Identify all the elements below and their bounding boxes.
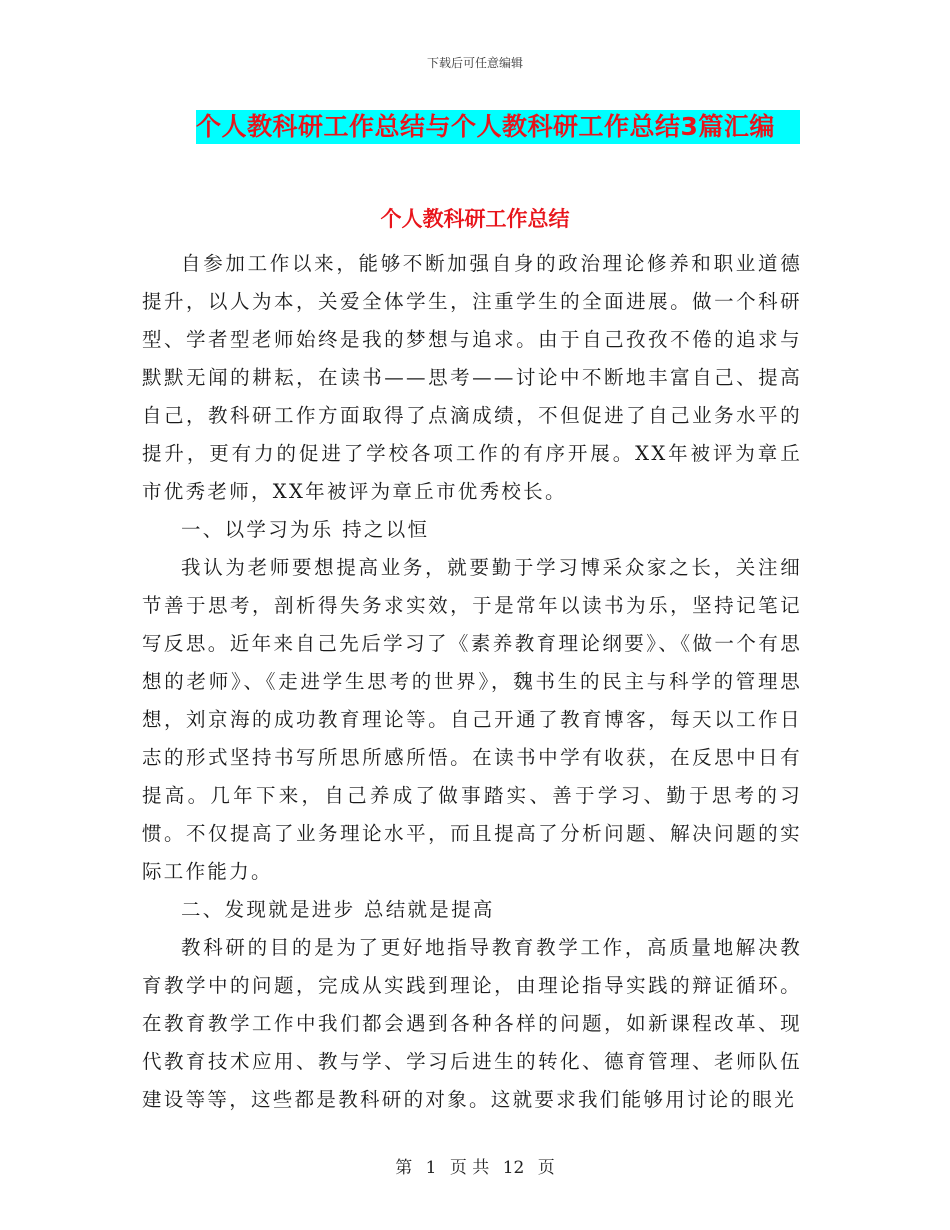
heading-study: 一、以学习为乐 持之以恒 — [181, 518, 430, 541]
section-title: 个人教科研工作总结 — [380, 207, 570, 231]
body-text — [142, 245, 802, 1119]
footer-page-number: 1 — [425, 1158, 437, 1178]
paragraph-discovery: 教科研的目的是为了更好地指导教育教学工作，高质量地解决教育教学中的问题，完成从实践到理论，由理论指导实践的辩证循环。在教育教学工作中我们都会遇到各种各样的问题，如新课程改革、现代教育技术应用、教与学、学习后进生的转化、德育管理、老师队伍建设等等，这些都是教科研的对象。这就要求我们能够用讨论的眼光 — [142, 936, 802, 1111]
footer-total-pages: 12 — [502, 1158, 525, 1178]
paragraph-intro: 自参加工作以来，能够不断加强自身的政治理论修养和职业道德提升，以人为本，关爱全体学生，注重学生的全面进展。做一个科研型、学者型老师始终是我的梦想与追求。由于自己孜孜不倦的追求与默默无闻的耕耘，在读书——思考——讨论中不断地丰富自己、提高自己，教科研工作方面取得了点滴成绩，不但促进了自己业务水平的提升，更有力的促进了学校各项工作的有序开展。XX年被评为章丘市优秀老师，XX年被评为章丘市优秀校长。 — [142, 252, 803, 503]
main-title: 个人教科研工作总结与个人教科研工作总结3篇汇编 — [196, 110, 800, 144]
heading-discovery: 二、发现就是进步 总结就是提高 — [181, 898, 495, 921]
page-footer — [0, 1153, 950, 1178]
footer-suffix: 页 — [537, 1158, 555, 1178]
footer-mid: 页 共 — [449, 1158, 490, 1178]
header-note: 下载后可任意编辑 — [426, 56, 523, 70]
footer-prefix: 第 — [395, 1158, 413, 1178]
paragraph-study: 我认为老师要想提高业务，就要勤于学习博采众家之长，关注细节善于思考，剖析得失务求实效，于是常年以读书为乐，坚持记笔记写反思。近年来自己先后学习了《素养教育理论纲要》、《做一个有思想的老师》、《走进学生思考的世界》，魏书生的民主与科学的管理思想，刘京海的成功教育理论等。自己开通了教育博客，每天以工作日志的形式坚持书写所思所感所悟。在读书中学有收获，在反思中日有提高。几年下来，自己养成了做事踏实、善于学习、勤于思考的习惯。不仅提高了业务理论水平，而且提高了分析问题、解决问题的实际工作能力。 — [142, 556, 802, 883]
